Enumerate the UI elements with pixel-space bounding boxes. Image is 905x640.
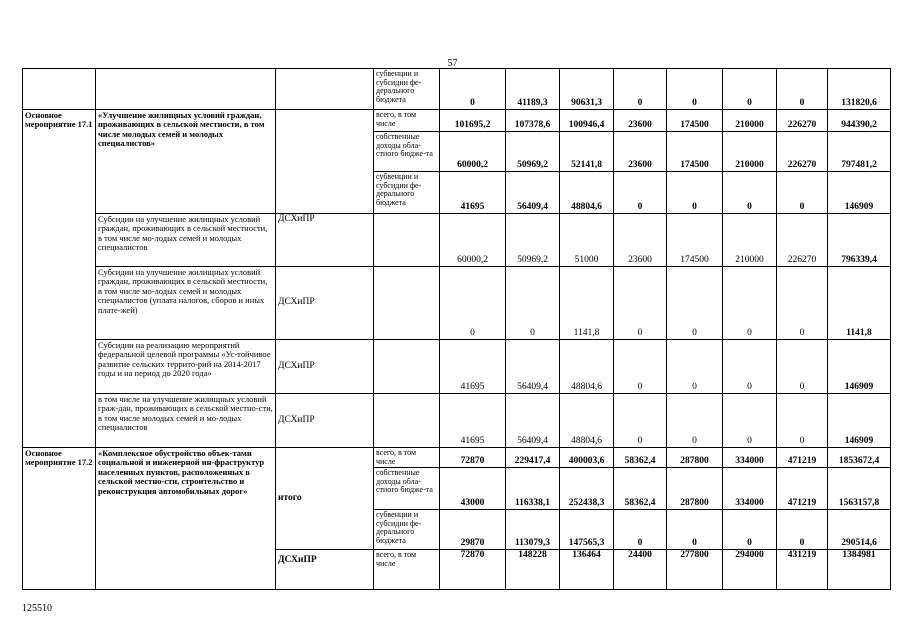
page-number: 57 [447,58,458,69]
table-row: собственные доходы обла-стного бюдже-та 43000 116338,1 252438,3 58362,4 287800 334000 471219 1563157,8 [23,468,891,510]
table-row: субвенции и субсидии фе-дерального бюджета 0 41189,3 90631,3 0 0 0 0 131820,6 [23,69,891,110]
table-row: Субсидии на улучшение жилищных условий граждан, проживающих в сельской местности, в том числе мо-лодых семей и молодых специалистов ДСХиПР 60000,2 50969,2 51000 23600 174500 210000 226270 796339,4 [23,214,891,267]
table-row: субвенции и субсидии фе-дерального бюджета 41695 56409,4 48804,6 0 0 0 0 146909 [23,172,891,214]
executor: ДСХиПР [276,214,374,267]
budget-table [22,68,891,590]
funding-source: собственные доходы обла-стного бюдже-та [374,132,440,172]
table-row: ДСХиПР всего, в том числе 72870 148228 136464 24400 277800 294000 431219 1384981 [23,550,891,590]
footer-code: 125510 [22,603,52,614]
funding-source: всего, в том числе [374,550,440,590]
table-row: Основное мероприятие 17.2 «Комплексное обустройство объек-тами социальной и инженерной ин-фраструктур населенных пунктов, расположенных в сельской местно-сти, строительство и реконструкция автомобильных дорог» итого всего, в том числе 72870 229417,4 400003,6 58362,4 287800 334000 471219 1853672,4 [23,448,891,468]
funding-source: субвенции и субсидии фе-дерального бюджета [374,69,440,110]
funding-source: всего, в том числе [374,448,440,468]
funding-source: субвенции и субсидии фе-дерального бюджета [374,172,440,214]
executor: ДСХиПР [276,340,374,394]
executor: ДСХиПР [276,267,374,340]
table-row: собственные доходы обла-стного бюдже-та 60000,2 50969,2 52141,8 23600 174500 210000 226270 797481,2 [23,132,891,172]
measure-id: Основное мероприятие 17.1 [23,110,96,448]
table-row: субвенции и субсидии фе-дерального бюджета 29870 113079,3 147565,3 0 0 0 0 290514,6 [23,510,891,550]
measure-id: Основное мероприятие 17.2 [23,448,96,590]
table-row: в том числе на улучшение жилищных условий граж-дан, проживающих в сельской местно-сти, в том числе молодых семей и мо-лодых специалистов ДСХиПР 41695 56409,4 48804,6 0 0 0 0 146909 [23,394,891,448]
table-row: Основное мероприятие 17.1 «Улучшение жилищных условий граждан, проживающих в сельской местности, в том числе молодых семей и молодых специалистов» всего, в том числе 101695,2 107378,6 100946,4 23600 174500 210000 226270 944390,2 [23,110,891,132]
measure-title: «Улучшение жилищных условий граждан, проживающих в сельской местности, в том числе молодых семей и молодых специалистов» [96,110,276,214]
executor: ДСХиПР [276,394,374,448]
funding-source: собственные доходы обла-стного бюдже-та [374,468,440,510]
table-row: Субсидии на улучшение жилищных условий граждан, проживающих в сельской местности, в том числе мо-лодых семей и молодых специалистов (уплата налогов, сборов и иных плате-жей) ДСХиПР 0 0 1141,8 0 0 0 0 1141,8 [23,267,891,340]
funding-source: субвенции и субсидии фе-дерального бюджета [374,510,440,550]
subsidy-title: в том числе на улучшение жилищных условий граж-дан, проживающих в сельской местно-сти, в том числе молодых семей и мо-лодых специалистов [96,394,276,448]
executor-total: итого [276,448,374,550]
subsidy-title: Субсидии на реализацию мероприятий федеральной целевой программы «Ус-тойчивое развитие сельских террито-рий на 2014-2017 годы и на период до 2020 года» [96,340,276,394]
table-row: Субсидии на реализацию мероприятий федеральной целевой программы «Ус-тойчивое развитие сельских террито-рий на 2014-2017 годы и на период до 2020 года» ДСХиПР 41695 56409,4 48804,6 0 0 0 0 146909 [23,340,891,394]
funding-source: всего, в том числе [374,110,440,132]
subsidy-title: Субсидии на улучшение жилищных условий граждан, проживающих в сельской местности, в том числе мо-лодых семей и молодых специалистов (уплата налогов, сборов и иных плате-жей) [96,267,276,340]
measure-title: «Комплексное обустройство объек-тами социальной и инженерной ин-фраструктур населенных пунктов, расположенных в сельской местно-сти, строительство и реконструкция автомобильных дорог» [96,448,276,590]
subsidy-title: Субсидии на улучшение жилищных условий граждан, проживающих в сельской местности, в том числе мо-лодых семей и молодых специалистов [96,214,276,267]
executor: ДСХиПР [276,550,374,590]
